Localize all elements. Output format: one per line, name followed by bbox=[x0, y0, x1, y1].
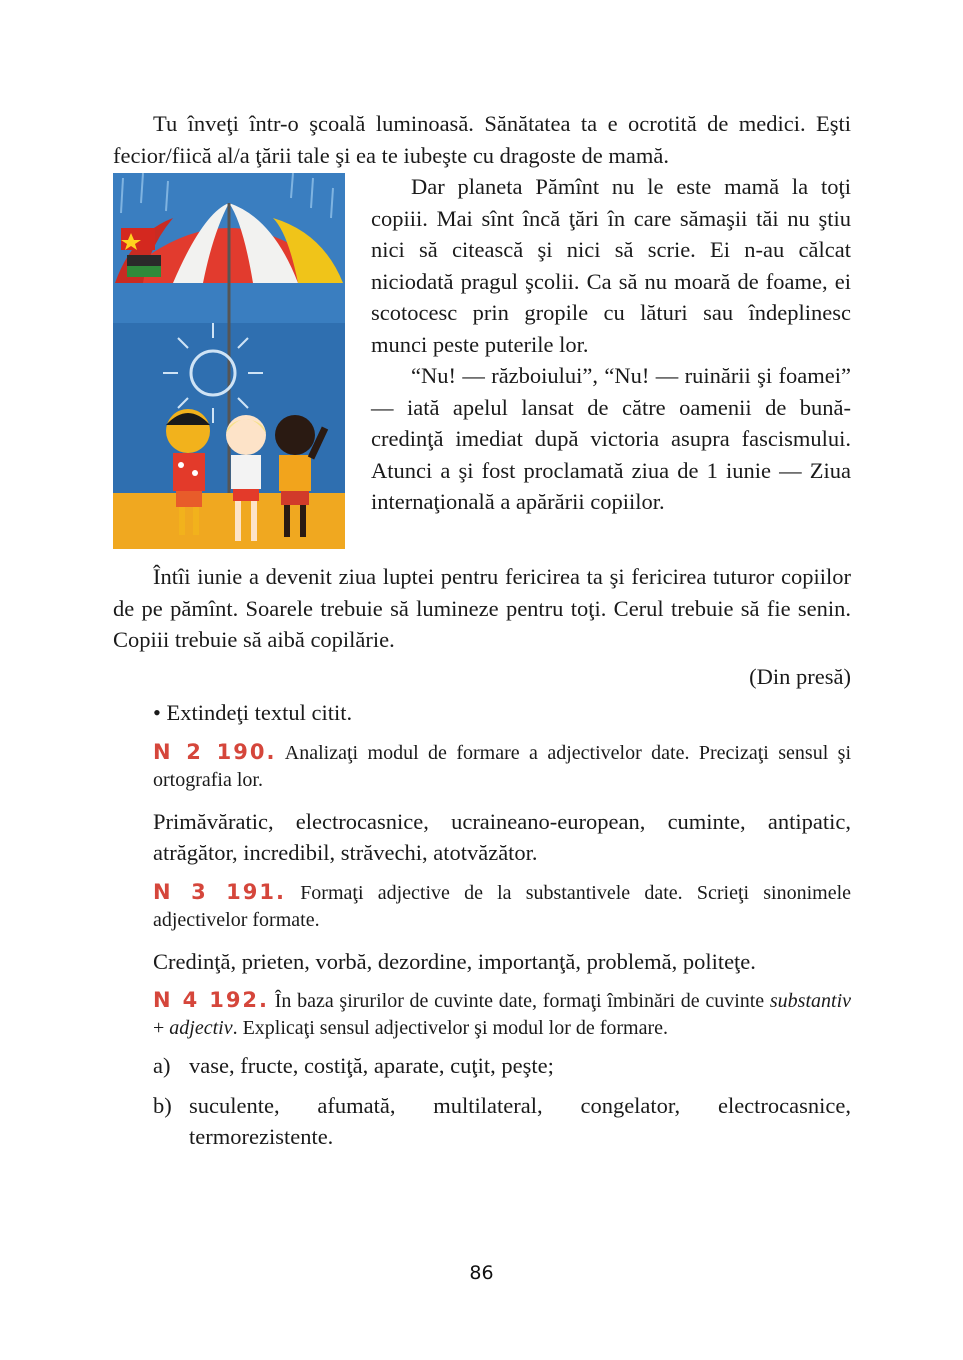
page-content bbox=[113, 108, 851, 1153]
exercise-190-words: Primăvăratic, electrocasnice, ucraineano-european, cuminte, antipatic, atrăgător, incredibil, străvechi, atotvăzător. bbox=[153, 808, 851, 865]
exercise-term-noun: substantiv bbox=[769, 990, 852, 1012]
source-note: (Din presă) bbox=[749, 663, 851, 689]
list-item-label: b) bbox=[153, 1092, 172, 1118]
exercise-instruction: Formaţi adjective de la substantivele date. Scrieţi sinonimele adjectivelor formate. bbox=[153, 881, 852, 931]
exercise-191 bbox=[153, 879, 851, 934]
paragraph-appeal: “Nu! — războiului”, “Nu! — ruinării şi foamei” — iată apelul lansat de către oamenii de bună-credinţă imediat după victoria asupra fascismului. Atunci a şi fost proclamată ziua de 1 iunie — Ziua internaţională a apărării copiilor. bbox=[371, 363, 851, 514]
exercise-instruction-end: . Explicaţi sensul adjectivelor şi modul lor de formare. bbox=[232, 1017, 669, 1039]
page-number: 86 bbox=[469, 1262, 494, 1284]
exercise-190 bbox=[153, 739, 851, 794]
list-item-text: vase, fructe, costiţă, aparate, cuţit, peşte; bbox=[189, 1053, 554, 1078]
list-item-text: suculente, afumată, multilateral, congelator, electrocasnice, termorezistente. bbox=[189, 1092, 851, 1149]
exercise-instruction: Analizaţi modul de formare a adjectivelor date. Precizaţi sensul şi ortografia lor. bbox=[153, 741, 852, 791]
list-item-label: a) bbox=[153, 1053, 171, 1078]
paragraph-june-first: Întîi iunie a devenit ziua luptei pentru fericirea ta şi fericirea tuturor copiilor de pe pămînt. Soarele trebuie să lumineze pentru toţi. Cerul trebuie să fie senin. Copiii trebuie să aibă copilărie. bbox=[113, 564, 851, 652]
list-item bbox=[153, 1090, 851, 1153]
children-umbrella-illustration bbox=[113, 173, 345, 549]
exercise-number: N 2 190. bbox=[153, 739, 277, 764]
exercise-term-adjective: adjectiv bbox=[169, 1017, 233, 1039]
exercise-instruction-start: În baza şirurilor de cuvinte date, formaţi îmbinări de cuvinte bbox=[274, 990, 765, 1012]
intro-paragraph: Tu înveţi într-o şcoală luminoasă. Sănătatea ta e ocrotită de medici. Eşti fecior/fiică al/a ţării tale şi ea te iubeşte cu dragoste de mamă. bbox=[113, 111, 851, 168]
task-bullet: • Extindeţi textul citit. bbox=[153, 700, 353, 725]
exercise-number: N 3 191. bbox=[153, 879, 286, 904]
paragraph-planet: Dar planeta Pămînt nu le este mamă la toţi copiii. Mai sînt încă ţări în care sămaşii tăi nu ştiu nici să citească şi nici să scrie. Ei n-au călcat niciodată pragul şcolii. Ca să nu moară de foame, ei scotocesc prin gropile cu lături sau îndeplinesc munci peste puterile lor. bbox=[371, 174, 851, 357]
exercise-plus: + bbox=[153, 1017, 170, 1039]
exercise-191-words: Credinţă, prieten, vorbă, dezordine, importanţă, problemă, politeţe. bbox=[153, 948, 756, 974]
exercise-192 bbox=[153, 987, 851, 1042]
list-item bbox=[153, 1050, 851, 1082]
exercise-number: N 4 192. bbox=[153, 988, 270, 1012]
